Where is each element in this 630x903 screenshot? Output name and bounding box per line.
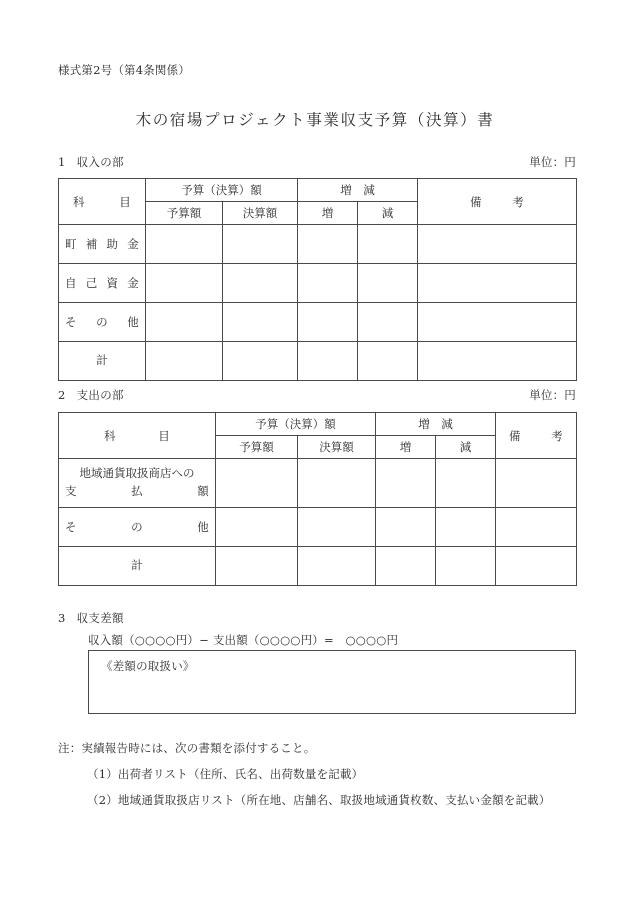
header-cell-increase: 増 [298, 202, 358, 225]
table-row [59, 508, 577, 547]
section-header-income [58, 154, 576, 170]
section-header-expense [58, 387, 576, 403]
row-label-total: 計 [59, 342, 146, 381]
cell-remarks-other[interactable] [418, 303, 577, 342]
note-item-1: （1）出荷者リスト（住所、氏名、出荷数量を記載） [87, 767, 364, 781]
section-label-balance: 収支差額 [76, 611, 124, 625]
cell-remarks-town-subsidy[interactable] [418, 225, 577, 264]
cell-decrease-other[interactable] [358, 303, 418, 342]
row-label-local-currency-payment [59, 459, 216, 508]
cell-budget-total[interactable] [216, 547, 298, 586]
unit-note-income: 単位：円 [529, 155, 576, 169]
cell-settlement-other[interactable] [223, 303, 298, 342]
header-cell-amount-group: 予算（決算）額 [146, 179, 298, 202]
cell-decrease-own-funds[interactable] [358, 264, 418, 303]
table-row [59, 225, 577, 264]
cell-increase-total[interactable] [298, 342, 358, 381]
difference-treatment-label: 《差額の取扱い》 [101, 659, 195, 673]
cell-budget-own-funds[interactable] [146, 264, 223, 303]
table-row [59, 547, 577, 586]
table-row [59, 342, 577, 381]
header-cell-remarks: 備 考 [418, 179, 577, 225]
table-header-row-top [59, 413, 577, 436]
form-code: 様式第2号（第4条関係） [58, 63, 191, 77]
cell-settlement-town-subsidy[interactable] [223, 225, 298, 264]
header-cell-budget: 予算額 [216, 436, 298, 459]
cell-budget-other[interactable] [146, 303, 223, 342]
header-cell-subject: 科 目 [59, 413, 216, 459]
header-cell-remarks: 備 考 [496, 413, 577, 459]
document-title: 木の宿場プロジェクト事業収支予算（決算）書 [135, 111, 495, 129]
cell-decrease-total[interactable] [358, 342, 418, 381]
notes-heading: 注：実績報告時には、次の書類を添付すること。 [58, 741, 316, 755]
section-number-expense: 2 [58, 388, 66, 402]
cell-increase-local-currency-payment[interactable] [376, 459, 436, 508]
notes-block [58, 740, 598, 808]
cell-increase-own-funds[interactable] [298, 264, 358, 303]
difference-treatment-box[interactable] [88, 650, 576, 714]
row-label-total: 計 [59, 547, 216, 586]
cell-budget-town-subsidy[interactable] [146, 225, 223, 264]
cell-remarks-own-funds[interactable] [418, 264, 577, 303]
cell-budget-total[interactable] [146, 342, 223, 381]
cell-remarks-local-currency-payment[interactable] [496, 459, 577, 508]
cell-budget-other[interactable] [216, 508, 298, 547]
row-label-other: その他 [59, 508, 216, 547]
header-cell-decrease: 減 [358, 202, 418, 225]
cell-increase-other[interactable] [376, 508, 436, 547]
header-cell-settlement: 決算額 [223, 202, 298, 225]
table-row [59, 303, 577, 342]
section-number-balance: 3 [58, 611, 66, 625]
income-table [58, 178, 577, 381]
header-cell-amount-group: 予算（決算）額 [216, 413, 376, 436]
cell-decrease-total[interactable] [436, 547, 496, 586]
cell-increase-total[interactable] [376, 547, 436, 586]
cell-decrease-town-subsidy[interactable] [358, 225, 418, 264]
expense-table [58, 412, 577, 586]
balance-formula: 収入額（○○○○円）− 支出額（○○○○円）= ○○○○円 [88, 633, 399, 647]
row-label-other: その他 [59, 303, 146, 342]
table-row [59, 459, 577, 508]
header-cell-change-group: 増 減 [298, 179, 418, 202]
cell-increase-town-subsidy[interactable] [298, 225, 358, 264]
header-cell-budget: 予算額 [146, 202, 223, 225]
row-label-line-2: 支払額 [65, 484, 209, 498]
cell-settlement-total[interactable] [223, 342, 298, 381]
cell-increase-other[interactable] [298, 303, 358, 342]
cell-decrease-other[interactable] [436, 508, 496, 547]
section-number-income: 1 [58, 155, 66, 169]
cell-remarks-total[interactable] [496, 547, 577, 586]
unit-note-expense: 単位：円 [529, 388, 576, 402]
cell-settlement-other[interactable] [298, 508, 376, 547]
cell-remarks-total[interactable] [418, 342, 577, 381]
note-item-2: （2）地域通貨取扱店リスト（所在地、店舗名、取扱地域通貨枚数、支払い金額を記載） [87, 793, 551, 807]
header-cell-increase: 増 [376, 436, 436, 459]
header-cell-settlement: 決算額 [298, 436, 376, 459]
header-cell-subject: 科 目 [59, 179, 146, 225]
cell-decrease-local-currency-payment[interactable] [436, 459, 496, 508]
header-cell-decrease: 減 [436, 436, 496, 459]
row-label-line-1: 地域通貨取扱商店への [79, 466, 195, 481]
table-row [59, 264, 577, 303]
section-label-income: 収入の部 [76, 155, 124, 169]
header-cell-change-group: 増 減 [376, 413, 496, 436]
section-label-expense: 支出の部 [76, 388, 124, 402]
section-header-balance [58, 610, 124, 626]
cell-settlement-own-funds[interactable] [223, 264, 298, 303]
cell-remarks-other[interactable] [496, 508, 577, 547]
cell-settlement-total[interactable] [298, 547, 376, 586]
cell-settlement-local-currency-payment[interactable] [298, 459, 376, 508]
row-label-own-funds: 自己資金 [59, 264, 146, 303]
row-label-town-subsidy: 町補助金 [59, 225, 146, 264]
table-header-row-top [59, 179, 577, 202]
cell-budget-local-currency-payment[interactable] [216, 459, 298, 508]
